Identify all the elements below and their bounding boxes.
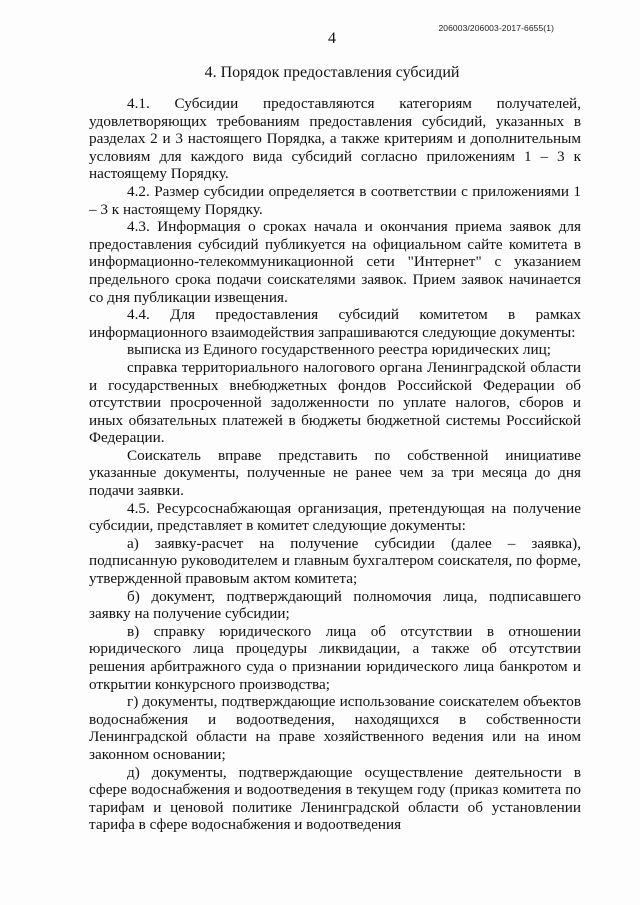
paragraph-4-5-item-v: в) справку юридического лица об отсутствии в отношении юридического лица процедуры ликвидации, а также об отсутствии решения арбитражного суда о признании юридического лица банкротом и открытии конкурсного производства; [89, 622, 581, 693]
paragraph-4-5: 4.5. Ресурсоснабжающая организация, претендующая на получение субсидии, представляет в комитет следующие документы: [89, 499, 581, 535]
paragraph-4-5-item-d: д) документы, подтверждающие осуществление деятельности в сфере водоснабжения и водоотведения в текущем году (приказ комитета по тарифам и ценовой политике Ленинградской области об установлении тарифа в сфере водоснабжения и водоотведения [89, 763, 581, 834]
document-body [89, 95, 581, 834]
paragraph-4-1: 4.1. Субсидии предоставляются категориям получателей, удовлетворяющих требованиям предоставления субсидий, указанных в разделах 2 и 3 настоящего Порядка, а также критериям и дополнительным условиям для каждого вида субсидий согласно приложениям 1 – 3 к настоящему Порядку. [89, 95, 581, 183]
document-code: 206003/206003-2017-6655(1) [438, 23, 554, 33]
paragraph-4-2: 4.2. Размер субсидии определяется в соответствии с приложениями 1 – 3 к настоящему Порядку. [89, 182, 581, 218]
page-number: 4 [328, 30, 336, 47]
paragraph-4-4-item-2: справка территориального налогового органа Ленинградской области и государственных внебюджетных фондов Российской Федерации об отсутствии просроченной задолженности по уплате налогов, сборов и иных обязательных платежей в бюджеты бюджетной системы Российской Федерации. [89, 358, 581, 447]
paragraph-4-4-item-1: выписка из Единого государственного реестра юридических лиц; [127, 341, 551, 359]
paragraph-4-5-item-b: б) документ, подтверждающий полномочия лица, подписавшего заявку на получение субсидии; [89, 587, 581, 623]
paragraph-4-4-note: Соискатель вправе представить по собственной инициативе указанные документы, полученные не ранее чем за три месяца до дня подачи заявки. [89, 446, 581, 500]
paragraph-4-5-item-a: а) заявку-расчет на получение субсидии (далее – заявка), подписанную руководителем и главным бухгалтером соискателя, по форме, утвержденной правовым актом комитета; [89, 534, 581, 588]
paragraph-4-3: 4.3. Информация о сроках начала и окончания приема заявок для предоставления субсидий публикуется на официальном сайте комитета в информационно-телекоммуникационной сети "Интернет" с указанием предельного срока подачи соискателями заявок. Прием заявок начинается со дня публикации извещения. [89, 218, 581, 306]
paragraph-4-4: 4.4. Для предоставления субсидий комитетом в рамках информационного взаимодействия запрашиваются следующие документы: [89, 306, 581, 341]
section-title: 4. Порядок предоставления субсидий [204, 64, 460, 81]
paragraph-4-5-item-g: г) документы, подтверждающие использование соискателем объектов водоснабжения и водоотведения, находящихся в собственности Ленинградской области на праве хозяйственного ведения или на ином законном основании; [89, 693, 581, 763]
